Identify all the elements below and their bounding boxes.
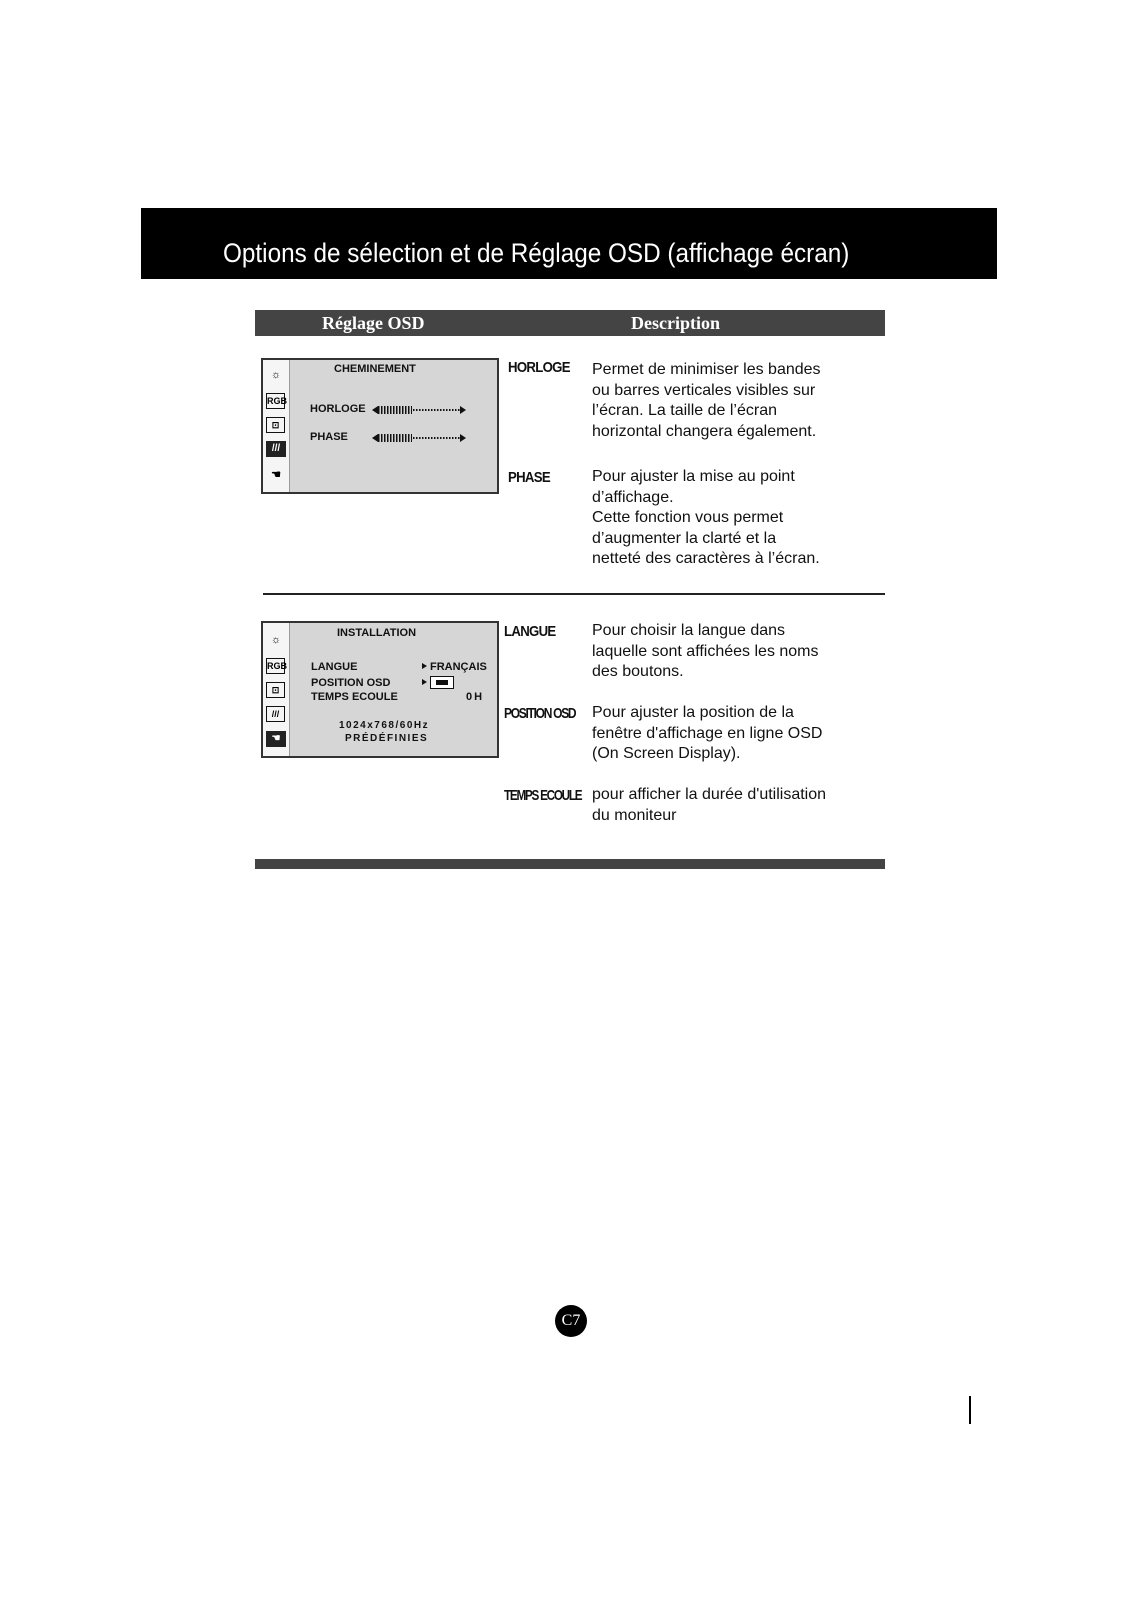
osd-row-position-label: POSITION OSD — [311, 677, 391, 689]
rgb-icon: RGB — [266, 393, 285, 409]
langue-value: FRANÇAIS — [430, 661, 487, 673]
desc-line: Pour ajuster la mise au point — [592, 468, 795, 485]
desc-position-osd — [592, 703, 822, 765]
desc-line: netteté des caractères à l’écran. — [592, 550, 820, 567]
edge-mark — [969, 1396, 971, 1424]
desc-line: des boutons. — [592, 663, 684, 680]
desc-phase — [592, 467, 820, 570]
osd-row-temps-value: 0H — [466, 691, 485, 703]
osd-mode: PRÉDÉFINIES — [345, 733, 429, 744]
desc-line: (On Screen Display). — [592, 745, 741, 762]
desc-line: horizontal changera également. — [592, 422, 817, 440]
osd-row-position-value — [422, 676, 454, 689]
desc-line: ou barres verticales visibles sur — [592, 381, 816, 399]
desc-horloge — [592, 360, 821, 442]
desc-line: fenêtre d'affichage en ligne OSD — [592, 724, 823, 742]
osd-screen-tracking — [261, 358, 499, 494]
section-divider — [263, 593, 885, 595]
osd-icon-column — [263, 623, 290, 756]
osd-heading: CHEMINEMENT — [334, 363, 416, 375]
desc-line: laquelle sont affichées les noms — [592, 642, 819, 660]
desc-temps-ecoule — [592, 785, 826, 826]
position-icon: ⊡ — [266, 682, 285, 698]
osd-row-langue-label: LANGUE — [311, 661, 358, 673]
column-header — [255, 310, 885, 336]
osd-row-horloge-label: HORLOGE — [310, 403, 366, 415]
osd-icon-column — [263, 360, 290, 492]
column-header-osd: Réglage OSD — [322, 313, 425, 333]
desc-line: d’augmenter la clarté et la — [592, 529, 777, 547]
brightness-icon: ☼ — [270, 369, 282, 381]
term-temps-ecoule: TEMPS ECOULE — [504, 787, 582, 804]
phase-slider — [372, 433, 466, 443]
horloge-slider — [372, 405, 466, 415]
osd-row-langue-value — [422, 661, 487, 673]
desc-line: d’affichage. — [592, 488, 674, 506]
desc-line: Pour choisir la langue dans — [592, 622, 786, 639]
page-number: C7 — [555, 1305, 587, 1337]
osd-position-icon — [430, 676, 454, 689]
desc-langue — [592, 621, 819, 683]
setup-icon: ☚ — [271, 469, 281, 481]
desc-line: Cette fonction vous permet — [592, 509, 784, 526]
title-bar — [141, 208, 997, 279]
osd-heading: INSTALLATION — [337, 627, 417, 639]
position-icon: ⊡ — [266, 417, 285, 433]
desc-line: pour afficher la durée d'utilisation — [592, 786, 827, 803]
desc-line: Permet de minimiser les bandes — [592, 361, 821, 378]
bottom-rule — [255, 859, 885, 869]
tracking-icon: /// — [266, 706, 285, 722]
tracking-icon: /// — [266, 441, 286, 457]
desc-line: l’écran. La taille de l’écran — [592, 402, 777, 419]
term-langue: LANGUE — [504, 623, 556, 640]
column-header-description: Description — [631, 313, 720, 333]
term-horloge: HORLOGE — [508, 359, 570, 376]
osd-row-temps-label: TEMPS ECOULE — [311, 691, 398, 703]
page-title: Options de sélection et de Réglage OSD (affichage écran) — [223, 238, 850, 268]
setup-icon: ☚ — [266, 731, 286, 747]
brightness-icon: ☼ — [270, 634, 282, 646]
term-position-osd: POSITION OSD — [504, 705, 576, 722]
osd-screen-installation — [261, 621, 499, 758]
osd-resolution: 1024x768/60Hz — [339, 720, 430, 731]
desc-line: Pour ajuster la position de la — [592, 704, 794, 721]
desc-line: du moniteur — [592, 806, 677, 824]
rgb-icon: RGB — [266, 658, 285, 674]
osd-row-phase-label: PHASE — [310, 431, 348, 443]
term-phase: PHASE — [508, 469, 550, 486]
